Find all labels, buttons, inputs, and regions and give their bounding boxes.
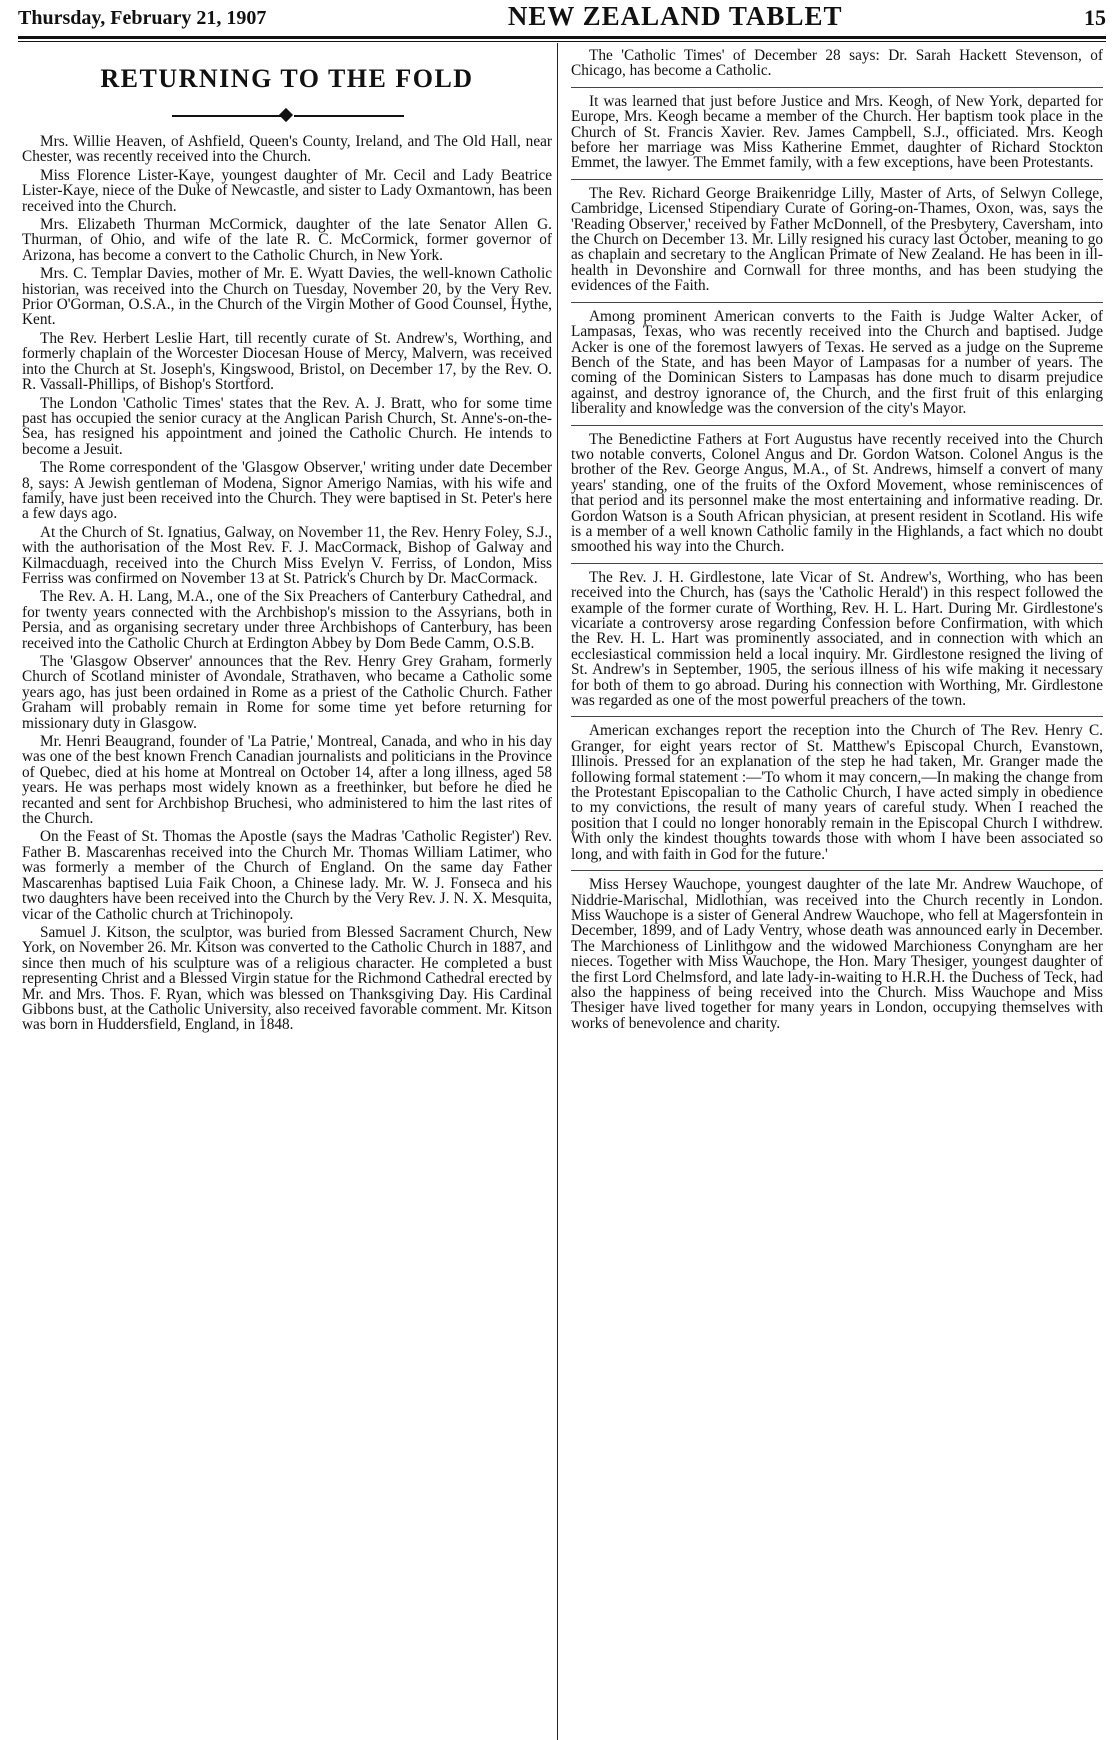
right-column (571, 44, 1103, 1034)
left-column (22, 44, 552, 1036)
headline-ornament (22, 102, 552, 130)
paragraph: Miss Hersey Wauchope, youngest daughter of the late Mr. Andrew Wauchope, of Niddrie-Marischal, Midlothian, was received into the Church recently in London. Miss Wauchope is a sister of General Andrew Wauchope, who fell at Magersfontein in December, 1899, and of Lady Ventry, whose death was announced early in December. The Marchioness of Linlithgow and the widowed Marchioness Conyngham are her nieces. Together with Miss Wauchope, the Hon. Mary Thesiger, youngest daughter of the first Lord Chelmsford, and late lady-in-waiting to H.R.H. the Duchess of Teck, had also the happiness of being received into the Church. Miss Wauchope and Miss Thesiger have lived together for many years in London, occupying themselves with works of benevolence and charity. (571, 876, 1103, 1032)
column-separator (557, 43, 558, 1740)
paragraph: Mrs. Willie Heaven, of Ashfield, Queen's County, Ireland, and The Old Hall, near Chester, was recently received into the Church. (22, 133, 552, 166)
section-divider (571, 870, 1103, 871)
diamond-icon (279, 108, 293, 122)
paragraph: The 'Glasgow Observer' announces that the Rev. Henry Grey Graham, formerly Church of Scotland minister of Avondale, Strathaven, who became a Catholic some years ago, has just been ordained in Rome as a priest of the Catholic Church. Father Graham will probably remain in Rome for some time yet before returning for missionary duty in Glasgow. (22, 653, 552, 732)
paragraph: The Rome correspondent of the 'Glasgow Observer,' writing under date December 8, says: A Jewish gentleman of Modena, Signor Amerigo Namias, with his wife and family, have just been received into the Church. They were baptised in St. Peter's here a few days ago. (22, 459, 552, 523)
header-rule-thick (18, 36, 1106, 39)
masthead-title: NEW ZEALAND TABLET (507, 1, 843, 31)
section-divider (571, 302, 1103, 303)
ornament-bar-left (172, 115, 282, 117)
paragraph: Mrs. Elizabeth Thurman McCormick, daughter of the late Senator Allen G. Thurman, of Ohio, and wife of the late R. C. McCormick, former governor of Arizona, has become a convert to the Catholic Church, in New York. (22, 216, 552, 264)
paragraph: The Rev. A. H. Lang, M.A., one of the Six Preachers of Canterbury Cathedral, and for twenty years connected with the Archbishop's mission to the Assyrians, both in Persia, and as organising secretary under three Archbishops of Canterbury, has been received into the Catholic Church at Erdington Abbey by Dom Bede Camm, O.S.B. (22, 588, 552, 652)
paragraph: The 'Catholic Times' of December 28 says: Dr. Sarah Hackett Stevenson, of Chicago, has become a Catholic. (571, 47, 1103, 80)
header-rule-thin (18, 41, 1106, 42)
paragraph: It was learned that just before Justice and Mrs. Keogh, of New York, departed for Europe, Mrs. Keogh became a member of the Church. Her baptism took place in the Church of St. Francis Xavier. Rev. James Campbell, S.J., officiated. Mrs. Keogh before her marriage was Miss Katherine Emmet, daughter of Richard Stockton Emmet, the lawyer. The Emmet family, with a few exceptions, have been Protestants. (571, 92, 1103, 172)
section-divider (571, 563, 1103, 564)
paragraph: American exchanges report the reception into the Church of The Rev. Henry C. Granger, for eight years rector of St. Matthew's Episcopal Church, Evanstown, Illinois. Pressed for an explanation of the step he had taken, Mr. Granger made the following formal statement :—'To whom it may concern,—In making the change from the Protestant Episcopalian to the Catholic Church, I have acted simply in obedience to my convictions, the result of many years of careful study. When I reached the position that I could no longer honorably remain in the Episcopal Church I withdrew. With only the kindest thoughts towards those with whom I have been associated so long, and with faith in God for the future.' (571, 722, 1103, 863)
paragraph: The Benedictine Fathers at Fort Augustus have recently received into the Church two notable converts, Colonel Angus and Dr. Gordon Watson. Colonel Angus is the brother of the Rev. George Angus, M.A., of St. Andrews, himself a convert of many years' standing, one of the fruits of the Oxford Movement, whose reminiscences of that period and its personnel make the most entertaining and informative reading. Dr. Gordon Watson is a South African physician, at present resident in Scotland. His wife is a member of a well known Catholic family in the Highlands, a fact which no doubt smoothed his way into the Church. (571, 430, 1103, 556)
section-divider (571, 87, 1103, 88)
issue-date: Thursday, February 21, 1907 (18, 7, 267, 29)
section-divider (571, 716, 1103, 717)
paragraph: The London 'Catholic Times' states that the Rev. A. J. Bratt, who for some time past has occupied the senior curacy at the Anglican Parish Church, St. Anne's-on-the-Sea, has resigned his appointment and joined the Catholic Church. He intends to become a Jesuit. (22, 394, 552, 458)
page-number: 15 (1083, 5, 1106, 30)
article-headline: RETURNING TO THE FOLD (100, 64, 474, 93)
section-divider (571, 179, 1103, 180)
paragraph: The Rev. J. H. Girdlestone, late Vicar of St. Andrew's, Worthing, who has been received into the Church, has (says the 'Catholic Herald') in this respect followed the example of the former curate of Worthing, Rev. H. L. Hart. During Mr. Girdlestone's vicariate a controversy arose regarding Confession before Confirmation, with which the Rev. H. L. Hart was prominently associated, and in connection with which an ecclesiastical commission held a local inquiry. Mr. Girdlestone resigned the living of St. Andrew's in September, 1905, the serious illness of his wife making it necessary for both of them to go abroad. During his connection with Worthing, Mr. Girdlestone was regarded as one of the most powerful preachers of the town. (571, 568, 1103, 710)
paragraph: Miss Florence Lister-Kaye, youngest daughter of Mr. Cecil and Lady Beatrice Lister-Kaye, niece of the Duke of Newcastle, and sister to Lady Oxmantown, has been received into the Church. (22, 166, 552, 215)
ornament-bar-right (294, 115, 404, 117)
paragraph: At the Church of St. Ignatius, Galway, on November 11, the Rev. Henry Foley, S.J., with the authorisation of the Most Rev. F. J. MacCormack, Bishop of Galway and Kilmacduagh, received into the Church Miss Evelyn V. Ferriss, of London, Miss Ferriss was confirmed on November 13 at St. Patrick's Church by Dr. MacCormack. (22, 523, 552, 587)
page-header (18, 0, 1106, 34)
paragraph: Among prominent American converts to the Faith is Judge Walter Acker, of Lampasas, Texas, who was recently received into the Church and baptised. Judge Acker is one of the foremost lawyers of Texas. He served as a judge on the Supreme Bench of the State, and has been Mayor of Lampasas for a number of years. The coming of the Dominican Sisters to Lampasas has done much to disarm prejudice against, and destroy ignorance of, the Church, and the first fruit of this enlarging liberality and knowledge was the conversion of the city's Mayor. (571, 307, 1103, 418)
paragraph: The Rev. Richard George Braikenridge Lilly, Master of Arts, of Selwyn College, Cambridge, Licensed Stipendiary Curate of Goring-on-Thames, Oxon, was, says the 'Reading Observer,' received by Father McDonnell, of the Presbytery, Caversham, into the Church on December 13. Mr. Lilly resigned his curacy last October, meaning to go as chaplain and secretary to the Anglican Primate of New Zealand. He has been in ill-health in Devonshire and Cornwall for three months, and has been studying the evidences of the Faith. (571, 184, 1103, 295)
paragraph: The Rev. Herbert Leslie Hart, till recently curate of St. Andrew's, Worthing, and formerly chaplain of the Worcester Diocesan House of Mercy, Malvern, was received into the Church at St. Joseph's, Kingswood, Bristol, on December 17, by the Rev. O. R. Vassall-Phillips, of Bishop's Stortford. (22, 329, 552, 394)
paragraph: Mr. Henri Beaugrand, founder of 'La Patrie,' Montreal, Canada, and who in his day was one of the best known French Canadian journalists and politicians in the Province of Quebec, died at his home at Montreal on October 14, after a long illness, aged 58 years. He was perhaps most widely known as a freethinker, but before he died he recanted and sent for Archbishop Bruchesi, who administered to him the last rites of the Church. (22, 733, 552, 828)
paragraph: On the Feast of St. Thomas the Apostle (says the Madras 'Catholic Register') Rev. Father B. Mascarenhas received into the Church Mr. Thomas William Latimer, who was formerly a member of the Church of England. On the same day Father Mascarenhas baptised Luia Faik Choon, a Chinese lady. Mr. W. J. Fonseca and his two daughters have been received into the Church by the Very Rev. J. N. X. Mesquita, vicar of the Catholic church at Trichinopoly. (22, 828, 552, 923)
paragraph: Mrs. C. Templar Davies, mother of Mr. E. Wyatt Davies, the well-known Catholic historian, was received into the Church on Tuesday, November 20, by the Very Rev. Prior O'Gorman, O.S.A., in the Church of the Virgin Mother of Good Counsel, Hythe, Kent. (22, 265, 552, 329)
section-divider (571, 425, 1103, 426)
paragraph: Samuel J. Kitson, the sculptor, was buried from Blessed Sacrament Church, New York, on November 26. Mr. Kitson was converted to the Catholic Church in 1887, and since then much of his sculpture was of a religious character. He completed a bust representing Christ and a Blessed Virgin statue for the Richmond Cathedral erected by Mr. and Mrs. Thos. F. Ryan, which was blessed on Thanksgiving Day. His Cardinal Gibbons bust, at the Catholic University, also received favorable comment. Mr. Kitson was born in Huddersfield, England, in 1848. (22, 923, 552, 1034)
